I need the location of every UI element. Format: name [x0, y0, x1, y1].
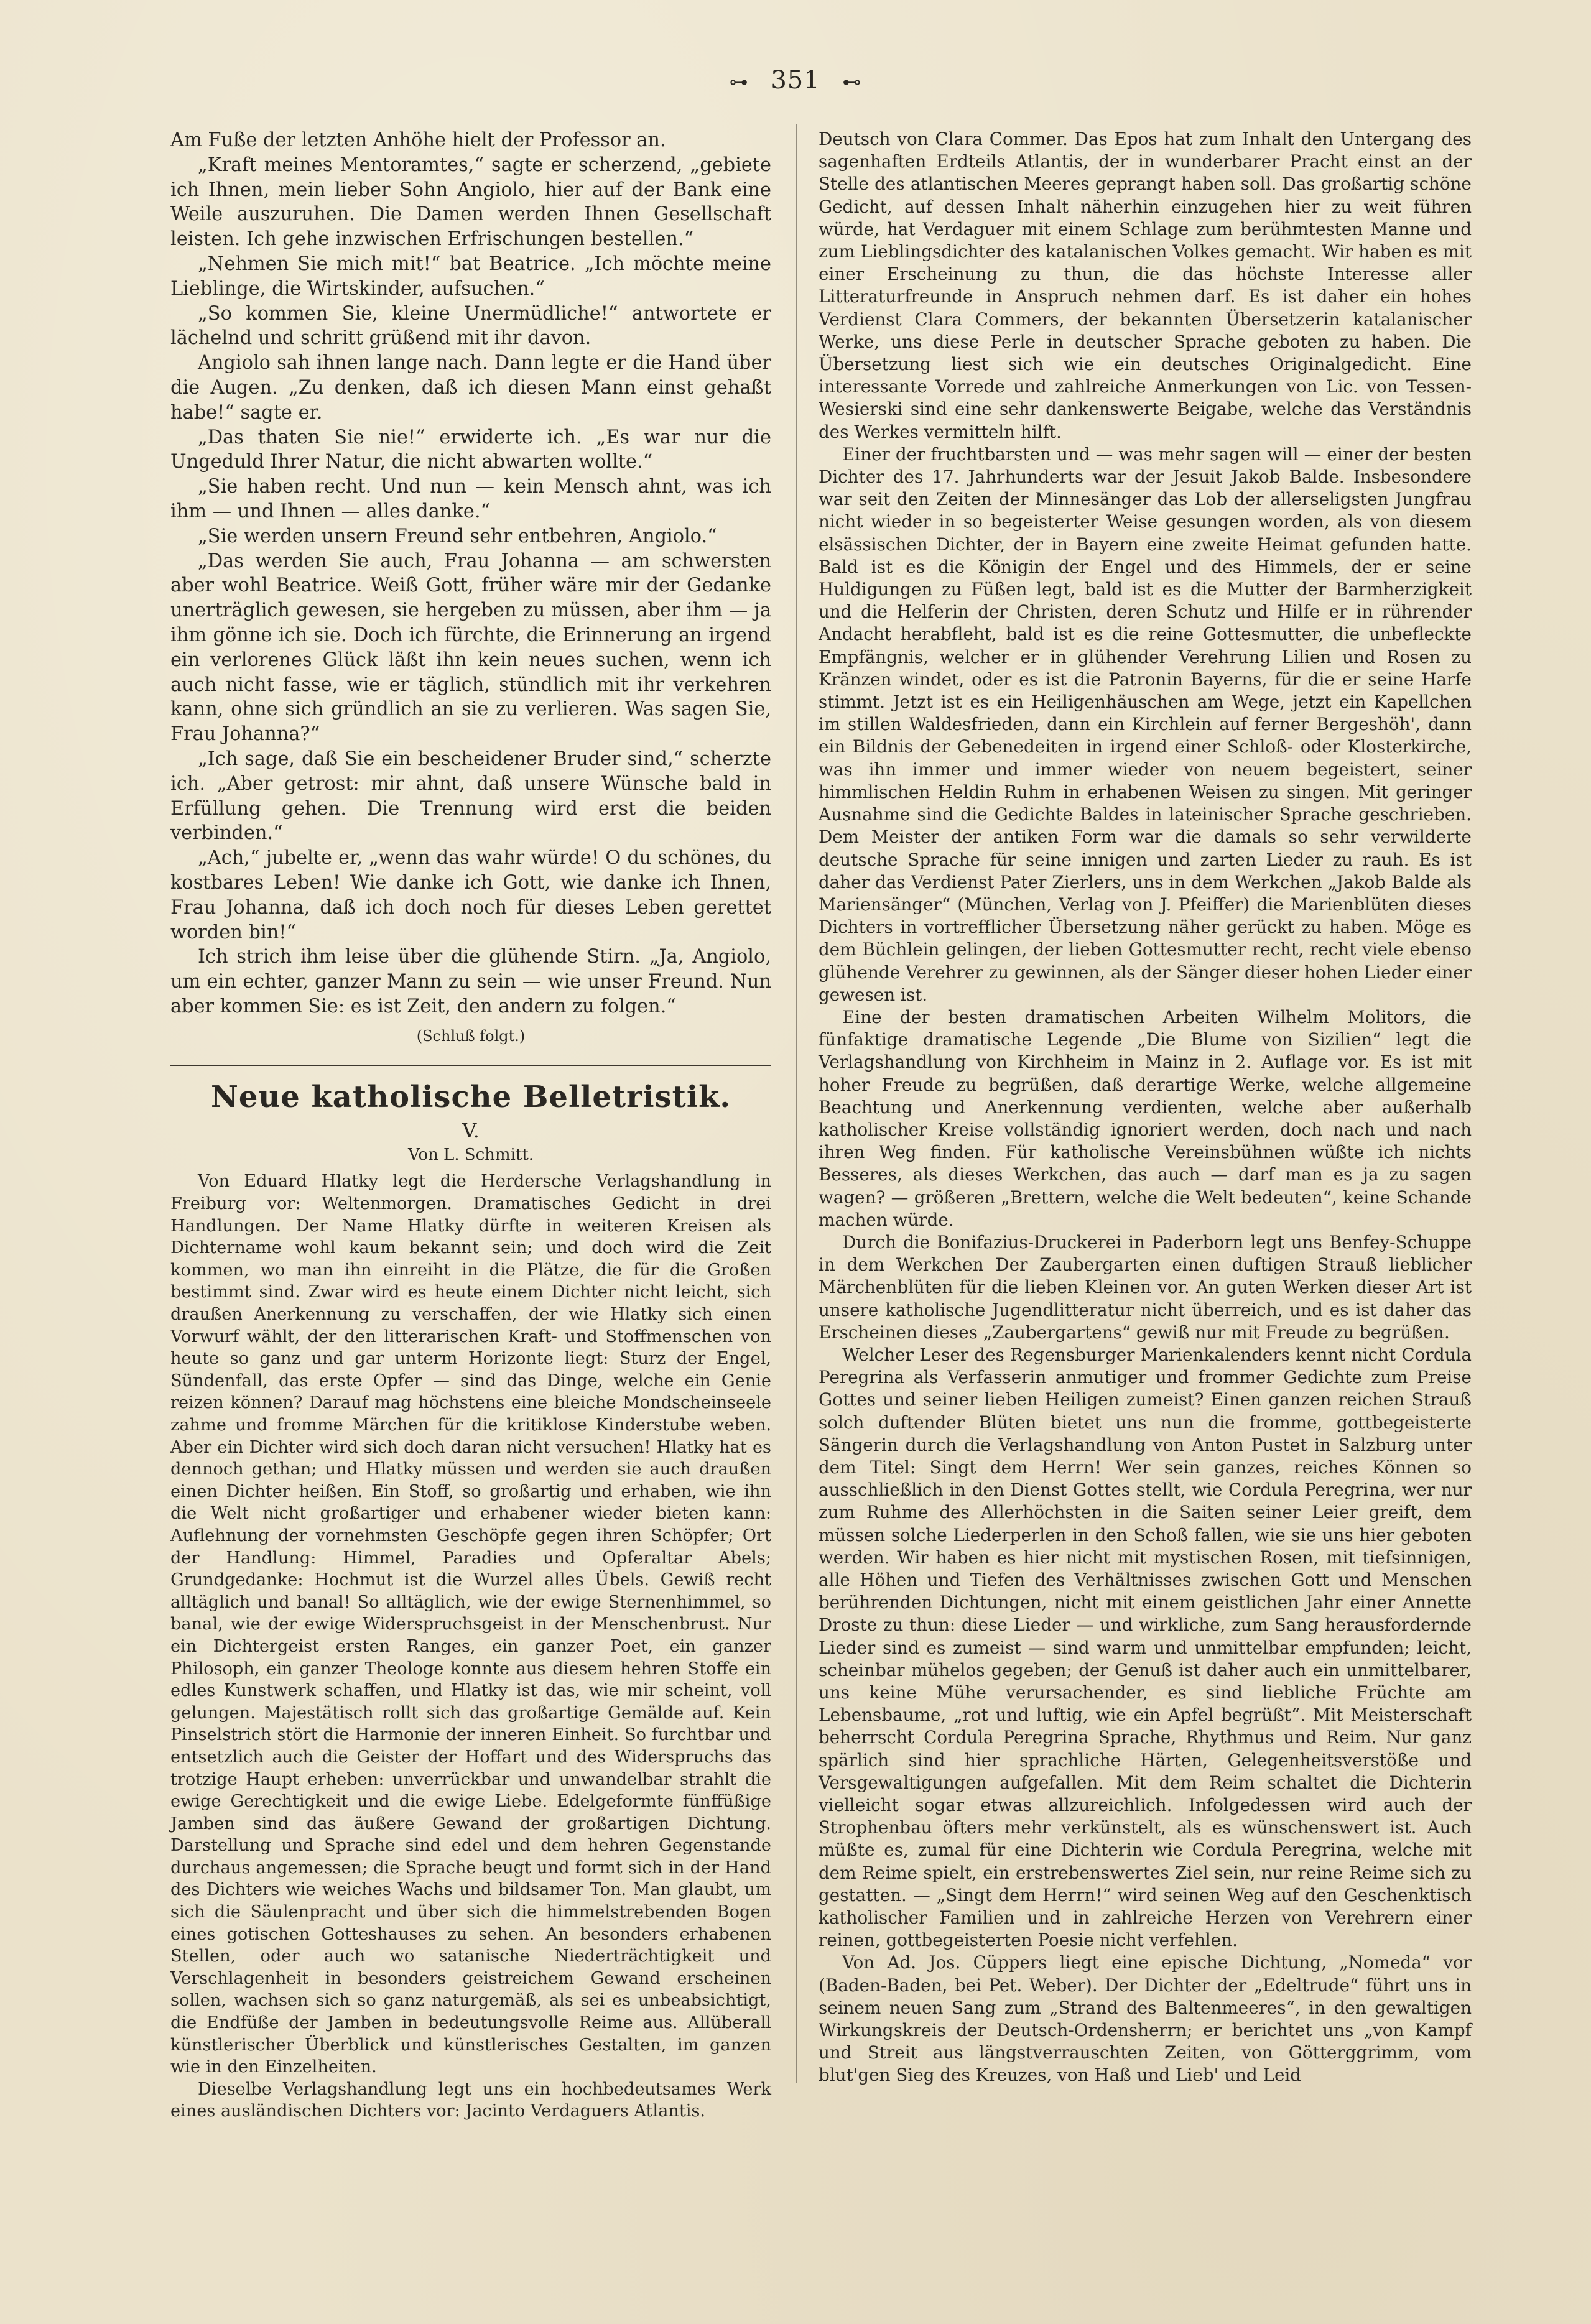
review-paragraph: Dieselbe Verlagshandlung legt uns ein hochbedeutsames Werk eines ausländischen Dichters vor: Jacinto Verdaguers Atlantis.	[170, 2079, 771, 2121]
page-number: 351	[771, 66, 820, 95]
story-paragraph: „Ich sage, daß Sie ein bescheidener Bruder sind,“ scherzte ich. „Aber getrost: mir ahnt, daß unsere Wünsche bald in Erfüllung gehen. Die Trennung wird erst die beiden verbinden.“	[170, 748, 771, 845]
review-paragraph: Welcher Leser des Regensburger Marienkalenders kennt nicht Cordula Peregrina als Verfasserin anmutiger und frommer Gedichte zum Preise Gottes und seiner lieben Heiligen zumeist? Einen ganzen reichen Strauß solch duftender Blüten bietet uns nun die fromme, gottbegeisterte Sängerin durch die Verlagshandlung von Anton Pustet in Salzburg unter dem Titel: Singt dem Herrn! Wer sein ganzes, reiches Können so ausschließlich in den Dienst Gottes stellt, wie Cordula Peregrina, wer nur zum Ruhme des Allerhöchsten in die Saiten seiner Leier greift, dem müssen solche Liederperlen in den Schoß fallen, wie sie uns hier geboten werden. Wir haben es hier nicht mit mystischen Rosen, mit tiefsinnigen, alle Höhen und Tiefen des Verhältnisses zwischen Gott und Menschen berührenden Dichtungen, nicht mit einem geistlichen Jahr einer Annette Droste zu thun: diese Lieder — und wirkliche, zum Sang herausfordernde Lieder sind es zumeist — sind warm und unmittelbar empfunden; leicht, scheinbar mühelos gegeben; der Genuß ist daher auch ein unmittelbarer, uns keine Mühe verursachender, es sind liebliche Früchte am Lebensbaume, „rot und luftig, wie ein Apfel begrüßt“. Mit Meisterschaft beherrscht Cordula Peregrina Sprache, Rhythmus und Reim. Nur ganz spärlich sind hier sprachliche Härten, Gelegenheitsverstöße und Versgewaltigungen aufgefallen. Mit dem Reim schaltet die Dichterin vielleicht sogar etwas allzureichlich. Infolgedessen wird auch der Strophenbau öfters mehr verkünstelt, als es wünschenswert ist. Auch müßte es, zumal für eine Dichterin wie Cordula Peregrina, welche mit dem Reime spielt, ein erstrebenswertes Ziel sein, nur reine Reime sich zu gestatten. — „Singt dem Herrn!“ wird seinen Weg auf den Geschenktisch katholischer Familien und in zahlreiche Herzen von Verehrern einer reinen, gottbegeisterten Poesie nicht verfehlen.	[819, 1344, 1472, 1951]
review-paragraph: Deutsch von Clara Commer. Das Epos hat zum Inhalt den Untergang des sagenhaften Erdteils Atlantis, der in wunderbarer Pracht einst an der Stelle des atlantischen Meeres geprangt haben soll. Das großartig schöne Gedicht, auf dessen Inhalt näherhin einzugehen hier zu weit führen würde, hat Verdaguer mit einem Schlage zum berühmtesten Manne und zum Lieblingsdichter des katalanischen Volkes gemacht. Wir haben es mit einer Erscheinung zu thun, die das höchste Interesse aller Litteraturfreunde in Anspruch nehmen darf. Es ist daher ein hohes Verdienst Clara Commers, der bekannten Übersetzerin katalanischer Werke, uns diese Perle in deutscher Sprache geboten zu haben. Die Übersetzung liest sich wie ein deutsches Originalgedicht. Eine interessante Vorrede und zahlreiche Anmerkungen von Lic. von Tessen-Wesierski sind eine sehr dankenswerte Beigabe, welche das Verständnis des Werkes vermitteln hilft.	[819, 129, 1472, 442]
continuation-note: (Schluß folgt.)	[416, 1027, 526, 1045]
section-divider	[170, 1065, 771, 1066]
story-paragraph: Am Fuße der letzten Anhöhe hielt der Professor an.	[170, 129, 666, 151]
story-paragraph: „Das thaten Sie nie!“ erwiderte ich. „Es war nur die Ungeduld Ihrer Natur, die nicht abwarten wollte.“	[170, 426, 771, 473]
review-paragraph: Von Ad. Jos. Cüppers liegt eine epische Dichtung, „Nomeda“ vor (Baden-Baden, bei Pet. Weber). Der Dichter der „Edeltrude“ führt uns in seinem neuen Sang zum „Strand des Baltenmeeres“, in den gewaltigen Wirkungskreis der Deutsch-Ordensherrn; er berichtet uns „von Kampf und Streit aus längstverrauschten Zeiten, von Götterggrimm, vom blut'gen Sieg des Kreuzes, von Haß und Lieb' und Leid	[819, 1952, 1472, 2086]
review-body	[170, 1170, 771, 2123]
story-paragraph: Angiolo sah ihnen lange nach. Dann legte er die Hand über die Augen. „Zu denken, daß ich diesen Mann einst gehaßt habe!“ sagte er.	[170, 352, 771, 424]
story-paragraph: Ich strich ihm leise über die glühende Stirn. „Ja, Angiolo, um ein echter, ganzer Mann zu sein — wie unser Freund. Nun aber kommen Sie: es ist Zeit, den andern zu folgen.“	[170, 946, 771, 1017]
story-paragraph: „Sie haben recht. Und nun — kein Mensch ahnt, was ich ihm — und Ihnen — alles danke.“	[170, 476, 771, 522]
ornament-right-icon: ⊷	[842, 71, 862, 93]
column-divider	[796, 124, 797, 2083]
story-paragraph: „Das werden Sie auch, Frau Johanna — am schwersten aber wohl Beatrice. Weiß Gott, früher wäre mir der Gedanke unerträglich gewesen, sie hergeben zu müssen, aber ihm — ja ihm gönne ich sie. Doch ich fürchte, die Erinnerung an irgend ein verlorenes Glück läßt ihn kein neues suchen, wenn ich auch nicht fasse, wie er täglich, stündlich mit ihr verkehren kann, ohne sich gründlich an sie zu verlieren. Was sagen Sie, Frau Johanna?“	[170, 550, 771, 746]
story-paragraph: „Ach,“ jubelte er, „wenn das wahr würde! O du schönes, du kostbares Leben! Wie danke ich Gott, wie danke ich Ihnen, Frau Johanna, daß ich doch noch für dieses Leben gerettet worden bin!“	[170, 847, 771, 943]
review-paragraph: Einer der fruchtbarsten und — was mehr sagen will — einer der besten Dichter des 17. Jahrhunderts war der Jesuit Jakob Balde. Insbesondere war seit den Zeiten der Minnesänger das Lob der allerseligsten Jungfrau nicht wieder in so begeisterter Weise gesungen worden, als von diesem elsässischen Dichter, der in Bayern eine zweite Heimat gefunden hatte. Bald ist es die Königin der Engel und des Himmels, der er seine Huldigungen zu Füßen legt, bald ist es die Mutter der Barmherzigkeit und die Helferin der Christen, deren Schutz und Hilfe er in rührender Andacht herabfleht, bald ist es die reine Gottesmutter, die unbefleckte Empfängnis, welcher er in glühender Verehrung Lilien und Rosen zu Kränzen windet, oder es ist die Patronin Bayerns, für die er seine Harfe stimmt. Jetzt ist es ein Heiligenhäuschen am Wege, jetzt ein Kapellchen im stillen Waldesfrieden, dann ein Kirchlein auf ferner Bergeshöh', dann ein Bildnis der Gebenedeiten in irgend einer Schloß- oder Klosterkirche, was ihn immer und immer wieder von neuem begeistert, seiner himmlischen Heldin Ruhm in erhabenen Weisen zu singen. Mit geringer Ausnahme sind die Gedichte Baldes in lateinischer Sprache geschrieben. Dem Meister der antiken Form war die damals so sehr verwilderte deutsche Sprache für seine innigen und zarten Lieder zu rauh. Es ist daher das Verdienst Pater Zierlers, uns in dem Werkchen „Jakob Balde als Mariensänger“ (München, Verlag von J. Pfeiffer) die Marienblüten dieses Dichters in vortrefflicher Übersetzung näher gerückt zu haben. Möge es dem Büchlein gelingen, der lieben Gottesmutter recht, recht viele ebenso glühende Verehrer zu gewinnen, als der Sänger dieser hohen Lieder einer gewesen ist.	[819, 443, 1472, 1005]
section-author: Von L. Schmitt.	[407, 1146, 534, 1165]
review-paragraph: Durch die Bonifazius-Druckerei in Paderborn legt uns Benfey-Schuppe in dem Werkchen Der Zaubergarten einen duftigen Strauß lieblicher Märchenblüten für die lieben Kleinen vor. An guten Werken dieser Art ist unsere katholische Jugendlitteratur nicht überreich, und es ist daher das Erscheinen dieses „Zaubergartens“ gewiß nur mit Freude zu begrüßen.	[819, 1231, 1472, 1343]
section-number: V.	[462, 1119, 480, 1143]
story-paragraph: „Nehmen Sie mich mit!“ bat Beatrice. „Ich möchte meine Lieblinge, die Wirtskinder, aufsuchen.“	[170, 252, 771, 300]
story-paragraph: „So kommen Sie, kleine Unermüdliche!“ antwortete er lächelnd und schritt grüßend mit ihr davon.	[170, 302, 771, 350]
ornament-left-icon: ⊶	[729, 71, 749, 93]
review-paragraph: Von Eduard Hlatky legt die Herdersche Verlagshandlung in Freiburg vor: Weltenmorgen. Dramatisches Gedicht in drei Handlungen. Der Name Hlatky dürfte in weiteren Kreisen als Dichtername wohl kaum bekannt sein; und doch wird die Zeit kommen, wo man ihn einreiht in die Plätze, die für die Großen bestimmt sind. Zwar wird es heute einem Dichter nicht leicht, sich draußen Anerkennung zu verschaffen, der wie Hlatky sich einen Vorwurf wählt, der den litterarischen Kraft- und Stoffmenschen von heute so ganz und gar unterm Horizonte liegt: Sturz der Engel, Sündenfall, das erste Opfer — sind das Dinge, welche ein Genie reizen können? Darauf mag höchstens eine bleiche Mondscheinseele zahme und fromme Märchen für die kritiklose Kinderstube weben. Aber ein Dichter wird sich doch daran nicht versuchen! Hlatky hat es dennoch gethan; und Hlatky müssen und werden sie auch draußen einen Dichter heißen. Ein Stoff, so großartig und erhaben, wie ihn die Welt nicht großartiger und erhabener wieder bieten kann: Auflehnung der vornehmsten Geschöpfe gegen ihren Schöpfer; Ort der Handlung: Himmel, Paradies und Opferaltar Abels; Grundgedanke: Hochmut ist die Wurzel alles Übels. Gewiß recht alltäglich und banal! So alltäglich, wie der ewige Sternenhimmel, so banal, wie der ewige Widerspruchsgeist in der Menschenbrust. Nur ein Dichtergeist ersten Ranges, ein ganzer Poet, ein ganzer Philosoph, ein ganzer Theologe konnte aus diesem hehren Stoffe ein edles Kunstwerk schaffen, und Hlatky ist das, wie mir scheint, voll gelungen. Majestätisch rollt sich das großartige Gemälde auf. Kein Pinselstrich stört die Harmonie der inneren Einheit. So furchtbar und entsetzlich auch die Geister der Hoffart und des Widerspruchs das trotzige Haupt erheben: unverrückbar und unwandelbar strahlt die ewige Gerechtigkeit und die ewige Liebe. Edelgeformte fünffüßige Jamben sind das äußere Gewand der großartigen Dichtung. Darstellung und Sprache sind edel und dem hehren Gegenstande durchaus angemessen; die Sprache beugt und formt sich in der Hand des Dichters wie weiches Wachs und bildsamer Ton. Man glaubt, um sich die Säulenpracht und über sich die himmelstrebenden Bogen eines gotischen Gotteshauses zu sehen. An besonders erhabenen Stellen, oder auch wo satanische Niederträchtigkeit und Verschlagenheit in besonders geistreichem Gewand erscheinen sollen, wachsen sich so ganz naturgemäß, als sei es unbeabsichtigt, die Endfüße der Jamben in bedeutungsvolle Reime aus. Allüberall künstlerischer Überblick und künstlerisches Gestalten, im ganzen wie in den Einzelheiten.	[170, 1172, 771, 2077]
left-column	[170, 128, 771, 2123]
review-paragraph: Eine der besten dramatischen Arbeiten Wilhelm Molitors, die fünfaktige dramatische Legende „Die Blume von Sizilien“ legt die Verlagshandlung von Kirchheim in Mainz in 2. Auflage vor. Es ist mit hoher Freude zu begrüßen, daß derartige Werke, welche allgemeine Beachtung und Anerkennung verdienten, welche aber außerhalb katholischer Kreise vollständig ignoriert werden, doch nach und nach ihren Weg finden. Für katholische Vereinsbühnen wüßte ich nichts Besseres, als dieses Werkchen, das auch — darf man es ja zu sagen wagen? — größeren „Brettern, welche die Welt bedeuten“, keine Schande machen würde.	[819, 1006, 1472, 1230]
section-title: Neue katholische Belletristik.	[210, 1080, 731, 1115]
story-paragraph: „Sie werden unsern Freund sehr entbehren, Angiolo.“	[198, 525, 717, 547]
story-paragraph: „Kraft meines Mentoramtes,“ sagte er scherzend, „gebiete ich Ihnen, mein lieber Sohn Angiolo, hier auf der Bank eine Weile auszuruhen. Die Damen werden Ihnen Gesellschaft leisten. Ich gehe inzwischen Erfrischungen bestellen.“	[170, 154, 771, 251]
page-header	[0, 66, 1591, 95]
right-column	[819, 128, 1472, 2087]
